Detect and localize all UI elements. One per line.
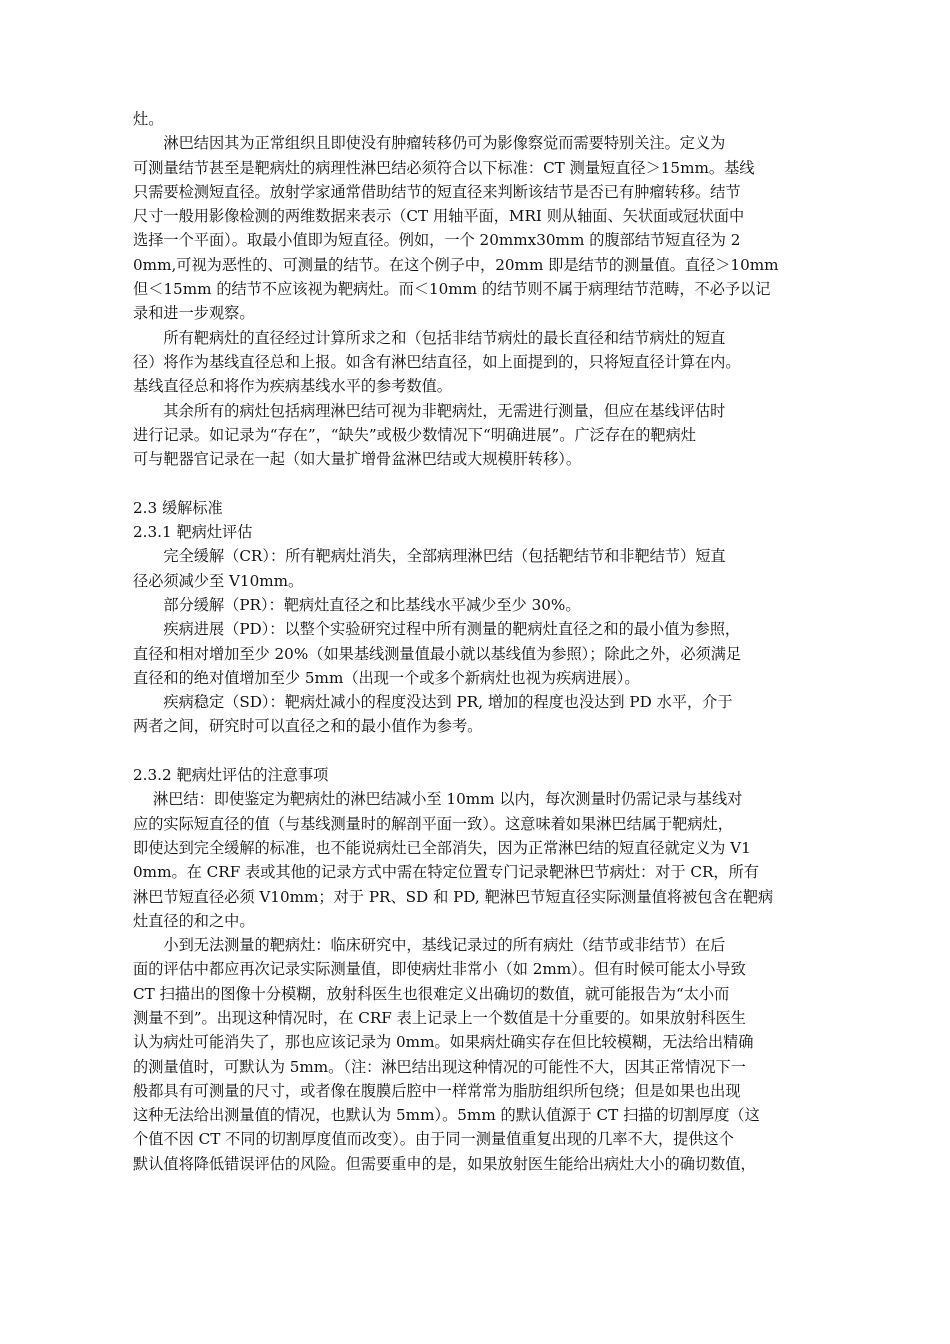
text-line: 这种无法给出测量值的情况，也默认为 5mm）。5mm 的默认值源于 CT 扫描的切割厚度（这 [133,1106,760,1125]
text-line: 个值不因 CT 不同的切割厚度值而改变）。由于同一测量值重复出现的几率不大，提供这个 [133,1130,734,1149]
text-line: 淋巴节短直径必须 V10mm；对于 PR、SD 和 PD, 靶淋巴节短直径实际测量值将被包含在靶病 [133,887,774,906]
heading-2-3: 2.3 缓解标准 [133,498,223,517]
text-line: 灶。 [133,110,164,128]
heading-2-3-1: 2.3.1 靶病灶评估 [133,523,253,542]
section-assessment-notes [133,787,821,1176]
text-line: 0mm,可视为恶性的、可测量的结节。在这个例子中，20mm 即是结节的测量值。直径＞10mm [133,255,779,274]
text-line: 录和进一步观察。 [133,304,255,323]
text-line: 只需要检测短直径。放射学家通常借助结节的短直径来判断该结节是否已有肿瘤转移。结节 [133,182,741,201]
heading-2-3-2: 2.3.2 靶病灶评估的注意事项 [133,766,329,785]
text-line: 般都具有可测量的尺寸，或者像在腹膜后腔中一样常常为脂肪组织所包绕；但是如果也出现 [133,1081,741,1100]
text-line: 小到无法测量的靶病灶：临床研究中，基线记录过的所有病灶（结节或非结节）在后 [133,936,726,955]
text-line: CT 扫描出的图像十分模糊，放射科医生也很难定义出确切的数值，就可能报告为“太小而 [133,984,730,1003]
text-line: 两者之间，研究时可以直径之和的最小值作为参考。 [133,717,483,736]
spacer [133,471,821,495]
text-line: 疾病进展（PD）：以整个实验研究过程中所有测量的靶病灶直径之和的最小值为参照， [133,620,741,639]
text-line: 淋巴结：即使鉴定为靶病灶的淋巴结减小至 10mm 以内，每次测量时仍需记录与基线对 [133,790,743,809]
document-body [133,107,821,1176]
text-line: 尺寸一般用影像检测的两维数据来表示（CT 用轴平面，MRI 则从轴面、矢状面或冠状面中 [133,207,745,226]
text-line: 应的实际短直径的值（与基线测量时的解剖平面一致）。这意味着如果淋巴结属于靶病灶， [133,814,733,833]
text-line: 径必须减少至 V10mm。 [133,571,304,590]
text-line: 可测量结节甚至是靶病灶的病理性淋巴结必须符合以下标准：CT 测量短直径＞15mm。基线 [133,158,755,177]
text-line: 的测量值时，可默认为 5mm。（注：淋巴结出现这种情况的可能性不大，因其正常情况下一 [133,1057,746,1076]
text-line: 完全缓解（CR）：所有靶病灶消失，全部病理淋巴结（包括靶结节和非靶结节）短直 [133,547,726,566]
text-line: 其余所有的病灶包括病理淋巴结可视为非靶病灶，无需进行测量，但应在基线评估时 [133,401,726,420]
text-line: 疾病稳定（SD）：靶病灶减小的程度没达到 PR, 增加的程度也没达到 PD 水平，介于 [133,693,733,712]
text-line: 可与靶器官记录在一起（如大量扩增骨盆淋巴结或大规模肝转移）。 [133,450,582,469]
text-line: 测量不到”。出现这种情况时，在 CRF 表上记录上一个数值是十分重要的。如果放射科医生 [133,1008,746,1027]
text-line: 直径和的绝对值增加至少 5mm（出现一个或多个新病灶也视为疾病进展）。 [133,668,640,687]
text-line: 认为病灶可能消失了，那也应该记录为 0mm。如果病灶确实存在但比较模糊，无法给出精确 [133,1033,754,1052]
section-lymph-node-text [133,107,821,471]
spacer [133,739,821,763]
text-line: 即使达到完全缓解的标准，也不能说病灶已全部消失，因为正常淋巴结的短直径就定义为 V1 [133,838,751,857]
text-line: 面的评估中都应再次记录实际测量值，即使病灶非常小（如 2mm）。但有时候可能太小导致 [133,960,746,979]
text-line: 基线直径总和将作为疾病基线水平的参考数值。 [133,377,452,396]
section-target-lesion-assessment [133,544,821,738]
text-line: 但＜15mm 的结节不应该视为靶病灶。而＜10mm 的结节则不属于病理结节范畴，不必予以记 [133,280,771,299]
text-line: 部分缓解（PR）：靶病灶直径之和比基线水平减少至少 30%。 [133,595,581,614]
text-line: 径）将作为基线直径总和上报。如含有淋巴结直径，如上面提到的，只将短直径计算在内。 [133,352,741,371]
text-line: 灶直径的和之中。 [133,911,255,930]
text-line: 淋巴结因其为正常组织且即使没有肿瘤转移仍可为影像察觉而需要特别关注。定义为 [133,134,726,153]
text-line: 默认值将降低错误评估的风险。但需要重申的是，如果放射医生能给出病灶大小的确切数值， [133,1154,756,1173]
text-line: 直径和相对增加至少 20%（如果基线测量值最小就以基线值为参照）；除此之外，必须满足 [133,644,742,663]
text-line: 选择一个平面）。取最小值即为短直径。例如，一个 20mmx30mm 的腹部结节短直径为 2 [133,231,741,250]
text-line: 所有靶病灶的直径经过计算所求之和（包括非结节病灶的最长直径和结节病灶的短直 [133,328,726,347]
text-line: 进行记录。如记录为“存在”，“缺失”或极少数情况下“明确进展”。广泛存在的靶病灶 [133,425,696,444]
text-line: 0mm。在 CRF 表或其他的记录方式中需在特定位置专门记录靶淋巴节病灶：对于 CR，所有 [133,863,759,882]
